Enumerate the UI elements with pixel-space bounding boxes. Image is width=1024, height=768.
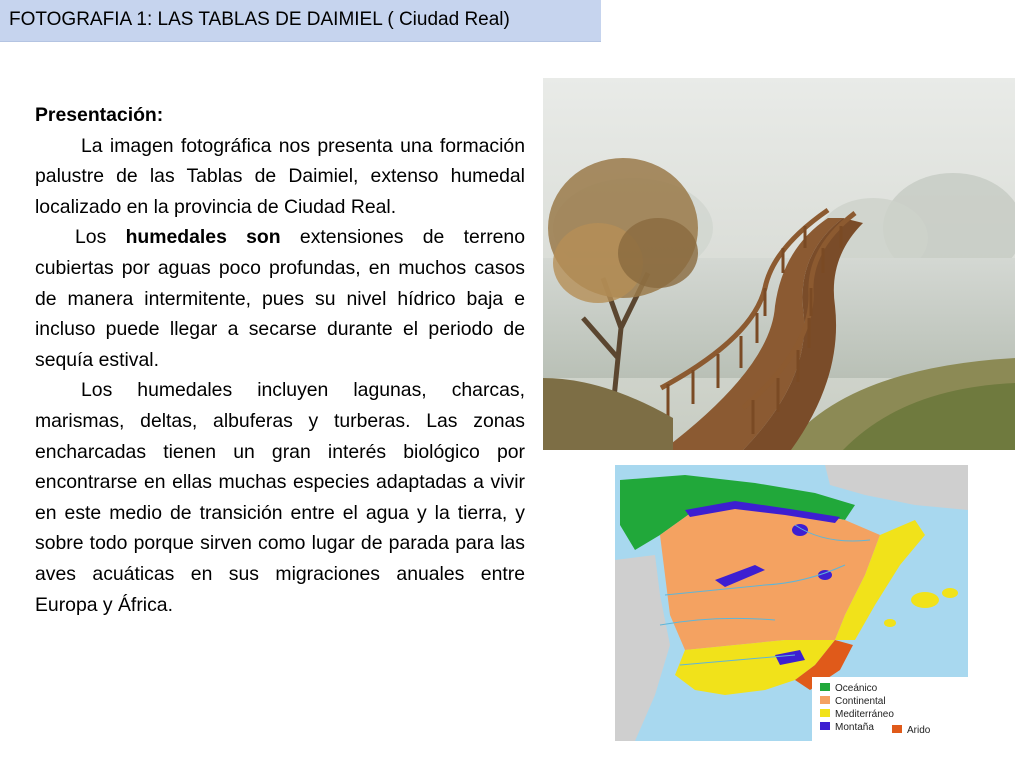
- title-bar: [0, 0, 601, 42]
- legend-swatch-arido: [892, 725, 902, 733]
- wetland-boardwalk-photo: [543, 78, 1015, 450]
- legend-swatch-montana: [820, 722, 830, 730]
- legend-swatch-mediterraneo: [820, 709, 830, 717]
- legend-swatch-oceanico: [820, 683, 830, 691]
- text-block: [35, 100, 525, 620]
- spain-climate-map: [615, 465, 968, 741]
- paragraph-intro: La imagen fotográfica nos presenta una formación palustre de las Tablas de Daimiel, extenso humedal localizado en la provincia de Ciudad Real.: [35, 134, 525, 218]
- legend-label-montana: Montaña: [835, 722, 874, 733]
- paragraph-humedales-rest: extensiones de terreno cubiertas por aguas poco profundas, en muchos casos de manera intermitente, pues su nivel hídrico baja e incluso puede llegar a secarse durante el periodo de sequía estival.: [35, 226, 526, 371]
- legend-label-mediterraneo: Mediterráneo: [835, 709, 894, 720]
- paragraph-humedales-start: Los: [75, 226, 126, 249]
- paragraph-tipos: Los humedales incluyen lagunas, charcas, marismas, deltas, albuferas y turberas. Las zonas encharcadas tienen un gran interés biológico por encontrarse en ellas muchas especies adaptadas a vivir en este medio de transición entre el agua y la tierra, y sobre todo porque sirven como lugar de parada para las aves acuáticas en sus migraciones anuales entre Europa y África.: [35, 379, 525, 616]
- paragraph-humedales: [35, 222, 525, 375]
- paragraph-humedales-bold: humedales son: [125, 226, 281, 249]
- legend-label-continental: Continental: [835, 696, 886, 707]
- legend-label-arido: Arido: [907, 725, 931, 736]
- section-heading: Presentación:: [35, 104, 164, 126]
- page-title: FOTOGRAFIA 1: LAS TABLAS DE DAIMIEL ( Ciudad Real): [9, 9, 510, 30]
- legend-label-oceanico: Oceánico: [835, 683, 878, 694]
- legend-swatch-continental: [820, 696, 830, 704]
